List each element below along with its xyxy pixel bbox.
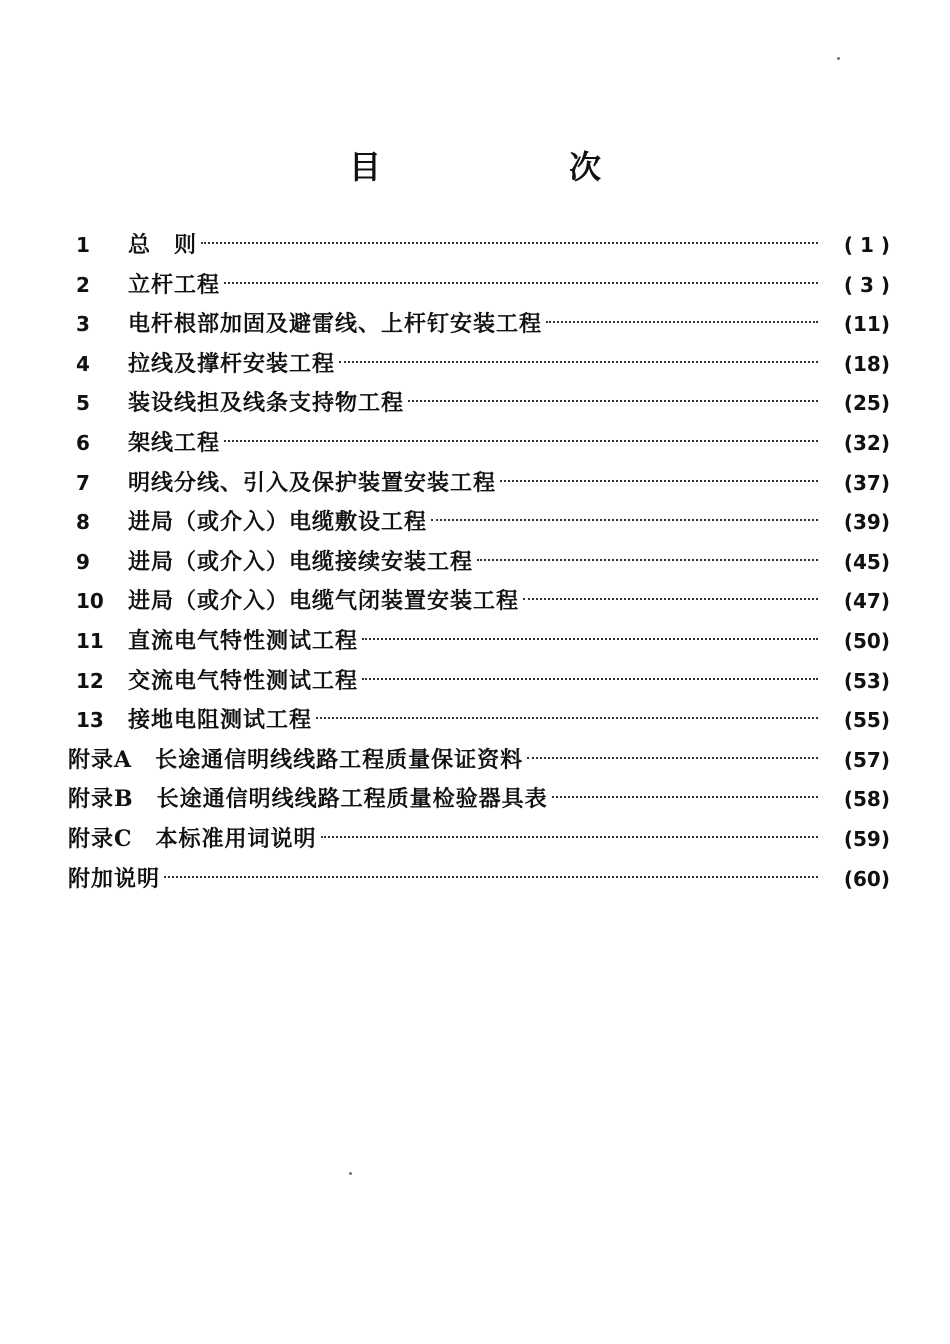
toc-appendix-title: 附录A 长途通信明线线路工程质量保证资料 [68, 746, 524, 773]
toc-entry-title: 立杆工程 [128, 271, 221, 298]
toc-entry-number: 4 [76, 351, 90, 376]
toc-entry-number: 11 [76, 628, 104, 653]
toc-entry-title: 进局（或介入）电缆敷设工程 [128, 509, 428, 536]
toc-entry-page: (45) [843, 549, 890, 574]
toc-entry-5[interactable] [68, 384, 890, 424]
toc-appendix-page: (59) [843, 826, 890, 851]
dot-leader [552, 796, 818, 798]
toc-entry-title: 架线工程 [128, 429, 221, 456]
toc-appendix-title: 附录C 本标准用词说明 [68, 825, 317, 852]
toc-entry-page: (50) [843, 628, 890, 653]
toc-entry-number: 13 [76, 708, 104, 733]
toc-entry-number: 5 [76, 391, 90, 416]
toc-entry-6[interactable] [68, 424, 890, 464]
dot-leader [408, 400, 818, 402]
toc-entry-1[interactable] [68, 226, 890, 266]
toc-appendix-c[interactable] [68, 820, 890, 860]
dot-leader [339, 361, 818, 363]
toc-appendix-b[interactable] [68, 780, 890, 820]
dot-leader [527, 757, 818, 759]
page-title: 目 次 [348, 148, 679, 186]
toc-entry-8[interactable] [68, 503, 890, 543]
dot-leader [201, 242, 818, 244]
dot-leader [431, 519, 818, 521]
toc-entry-number: 9 [76, 549, 90, 574]
toc-entry-4[interactable] [68, 345, 890, 385]
toc-entry-title: 总 则 [128, 232, 198, 258]
toc-entry-11[interactable] [68, 622, 890, 662]
toc-entry-7[interactable] [68, 464, 890, 504]
toc-entry-number: 6 [76, 430, 90, 455]
toc-entry-title: 明线分线、引入及保护装置安装工程 [128, 469, 497, 496]
toc-entry-title: 交流电气特性测试工程 [128, 667, 359, 694]
toc-additional-notes[interactable] [68, 860, 890, 900]
toc-entry-title: 电杆根部加固及避雷线、上杆钉安装工程 [128, 311, 543, 338]
scan-speck [349, 1172, 352, 1175]
scan-speck [837, 57, 840, 60]
toc-entry-number: 2 [76, 272, 90, 297]
toc-entry-number: 10 [76, 589, 104, 614]
toc-entry-title: 直流电气特性测试工程 [128, 627, 359, 654]
toc-entry-10[interactable] [68, 582, 890, 622]
dot-leader [546, 321, 818, 323]
toc-entry-13[interactable] [68, 701, 890, 741]
toc-entry-number: 1 [76, 233, 90, 257]
toc-entry-9[interactable] [68, 543, 890, 583]
toc-entry-title: 接地电阻测试工程 [128, 707, 313, 734]
toc-entry-title: 拉线及撑杆安装工程 [128, 350, 336, 377]
toc-appendix-a[interactable] [68, 741, 890, 781]
toc-entry-page: (53) [843, 668, 890, 693]
toc-entry-number: 7 [76, 470, 90, 495]
dot-leader [523, 598, 818, 600]
dot-leader [362, 638, 818, 640]
toc-appendix-page: (60) [843, 866, 890, 891]
dot-leader [316, 717, 818, 719]
toc-entry-page: ( 1 ) [843, 233, 890, 257]
dot-leader [224, 282, 818, 284]
dot-leader [321, 836, 818, 838]
toc-appendix-page: (57) [843, 747, 890, 772]
toc-entry-page: (25) [843, 391, 890, 416]
table-of-contents [68, 226, 890, 899]
toc-entry-page: (39) [843, 510, 890, 535]
toc-entry-title: 进局（或介入）电缆接续安装工程 [128, 548, 474, 575]
toc-appendix-page: (58) [843, 787, 890, 812]
toc-entry-12[interactable] [68, 662, 890, 702]
toc-entry-title: 装设线担及线条支持物工程 [128, 390, 405, 417]
toc-entry-page: ( 3 ) [843, 272, 890, 297]
toc-entry-page: (18) [843, 351, 890, 376]
toc-entry-page: (32) [843, 430, 890, 455]
toc-entry-3[interactable] [68, 305, 890, 345]
dot-leader [224, 440, 818, 442]
toc-entry-title: 进局（或介入）电缆气闭装置安装工程 [128, 588, 520, 615]
dot-leader [500, 480, 818, 482]
toc-appendix-title: 附加说明 [68, 865, 161, 892]
toc-appendix-title: 附录B 长途通信明线线路工程质量检验器具表 [68, 786, 548, 813]
toc-entry-page: (37) [843, 470, 890, 495]
dot-leader [477, 559, 818, 561]
toc-entry-number: 3 [76, 312, 90, 337]
toc-entry-number: 12 [76, 668, 104, 693]
toc-entry-page: (55) [843, 708, 890, 733]
dot-leader [362, 678, 818, 680]
toc-entry-page: (47) [843, 589, 890, 614]
toc-entry-2[interactable] [68, 266, 890, 306]
toc-entry-number: 8 [76, 510, 90, 535]
toc-entry-page: (11) [843, 312, 890, 337]
dot-leader [164, 876, 818, 878]
